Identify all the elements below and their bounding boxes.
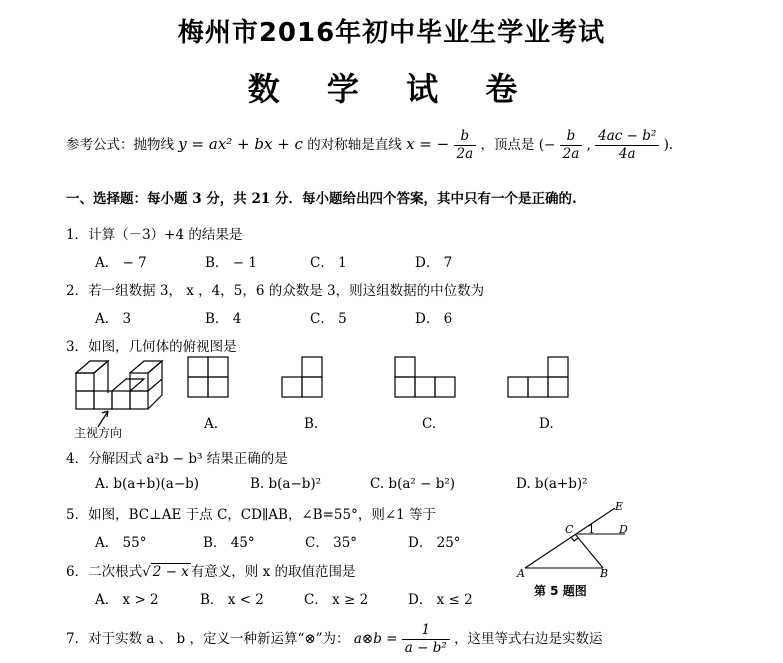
q5-option-a: A． 55° <box>95 535 147 551</box>
top-view-d <box>508 357 568 397</box>
fraction-vertex-x <box>560 128 583 163</box>
exam-subtitle: 数 学 试 卷 <box>247 70 536 108</box>
angle-1-label: 1 <box>588 523 595 536</box>
vertex-text: ，顶点是 <box>480 137 535 153</box>
fraction-den: a − b² <box>404 640 447 656</box>
q5-option-b: B． 45° <box>203 535 255 551</box>
fraction-num: b <box>454 128 477 146</box>
question-3-figures <box>70 355 730 443</box>
formula-middle: 的对称轴是直线 <box>307 137 402 153</box>
q3-option-a: A. <box>204 416 219 432</box>
question-1-stem: 1．计算（－3）+4 的结果是 <box>66 227 243 243</box>
view-direction-label: 主视方向 <box>74 426 123 440</box>
reference-formula <box>66 128 682 163</box>
formula-expr: y = ax² + bx + c <box>178 135 303 153</box>
top-view-b <box>282 357 322 397</box>
point-e-label: E <box>615 500 624 513</box>
q6-radicand: 2 − x <box>152 564 189 580</box>
q1-option-c: C． 1 <box>310 255 347 271</box>
formula-axis: x = − <box>406 135 450 153</box>
q6-option-b: B． x < 2 <box>200 592 264 608</box>
q7-expr: a⊗b = <box>353 631 398 647</box>
point-b-label: B <box>600 567 609 580</box>
q6-option-c: C． x ≥ 2 <box>304 592 369 608</box>
question-6-stem <box>66 560 356 580</box>
section-heading: 一、选择题：每小题 3 分，共 21 分．每小题给出四个答案，其中只有一个是正确的. <box>66 191 577 207</box>
exam-title: 梅州市2016年初中毕业生学业考试 <box>177 18 606 48</box>
top-view-c <box>395 357 455 397</box>
fraction-den: 2a <box>456 146 474 162</box>
q1-option-a: A． − 7 <box>95 255 147 271</box>
fraction-b-2a <box>454 128 477 163</box>
question-2-stem: 2．若一组数据 3， x ，4，5，6 的众数是 3，则这组数据的中位数为 <box>66 283 485 299</box>
fraction-den: 2a <box>562 146 580 162</box>
q4-option-c: C. b(a² − b²) <box>370 476 456 492</box>
q1-option-b: B． − 1 <box>205 255 257 271</box>
q6-stem-pre: 6．二次根式 <box>66 564 143 580</box>
fraction-num: 4ac − b² <box>595 128 659 146</box>
q7-stem-post: ，这里等式右边是实数运 <box>454 631 603 647</box>
q4-option-a: A. b(a+b)(a−b) <box>95 476 200 492</box>
q6-option-d: D． x ≤ 2 <box>408 592 473 608</box>
q7-stem-pre: 7．对于实数 a 、 b ，定义一种新运算“⊗”为： <box>66 631 350 647</box>
q2-option-a: A． 3 <box>95 311 132 327</box>
q5-option-d: D． 25° <box>408 535 461 551</box>
point-c-label: C <box>565 523 574 536</box>
question-4-stem: 4．分解因式 a²b − b³ 结果正确的是 <box>66 451 288 467</box>
q5-option-c: C． 35° <box>305 535 358 551</box>
q2-option-b: B． 4 <box>205 311 242 327</box>
fraction-num: 1 <box>402 622 450 640</box>
formula-prefix: 参考公式：抛物线 <box>66 137 174 153</box>
q1-option-d: D． 7 <box>415 255 453 271</box>
q2-option-c: C． 5 <box>310 311 347 327</box>
q4-option-b: B. b(a−b)² <box>250 476 322 492</box>
q7-fraction <box>402 622 450 657</box>
fraction-den: 4a <box>618 146 636 162</box>
top-view-a <box>188 357 228 397</box>
vertex-open: (− <box>538 137 556 153</box>
fraction-num: b <box>560 128 583 146</box>
q2-option-d: D． 6 <box>415 311 453 327</box>
q3-option-b: B. <box>304 416 319 432</box>
q3-option-d: D. <box>539 416 554 432</box>
vertex-close: )． <box>663 137 683 153</box>
q6-option-a: A． x > 2 <box>95 592 159 608</box>
point-a-label: A <box>517 567 525 580</box>
question-7-stem <box>66 622 603 657</box>
figure-5-caption: 第 5 题图 <box>534 584 587 598</box>
question-5-figure <box>515 500 635 580</box>
radical-sign-icon: √ <box>142 564 151 580</box>
q4-option-d: D. b(a+b)² <box>516 476 588 492</box>
q3-option-c: C. <box>422 416 437 432</box>
q6-stem-post: 有意义，则 x 的取值范围是 <box>190 564 356 580</box>
solid-3d-figure <box>76 361 162 427</box>
vertex-comma: , <box>586 137 591 153</box>
fraction-vertex-y <box>595 128 659 163</box>
point-d-label: D <box>619 523 628 536</box>
question-3-stem: 3．如图，几何体的俯视图是 <box>66 339 237 355</box>
question-5-stem: 5．如图，BC⊥AE 于点 C，CD∥AB，∠B=55°，则∠1 等于 <box>66 507 437 523</box>
